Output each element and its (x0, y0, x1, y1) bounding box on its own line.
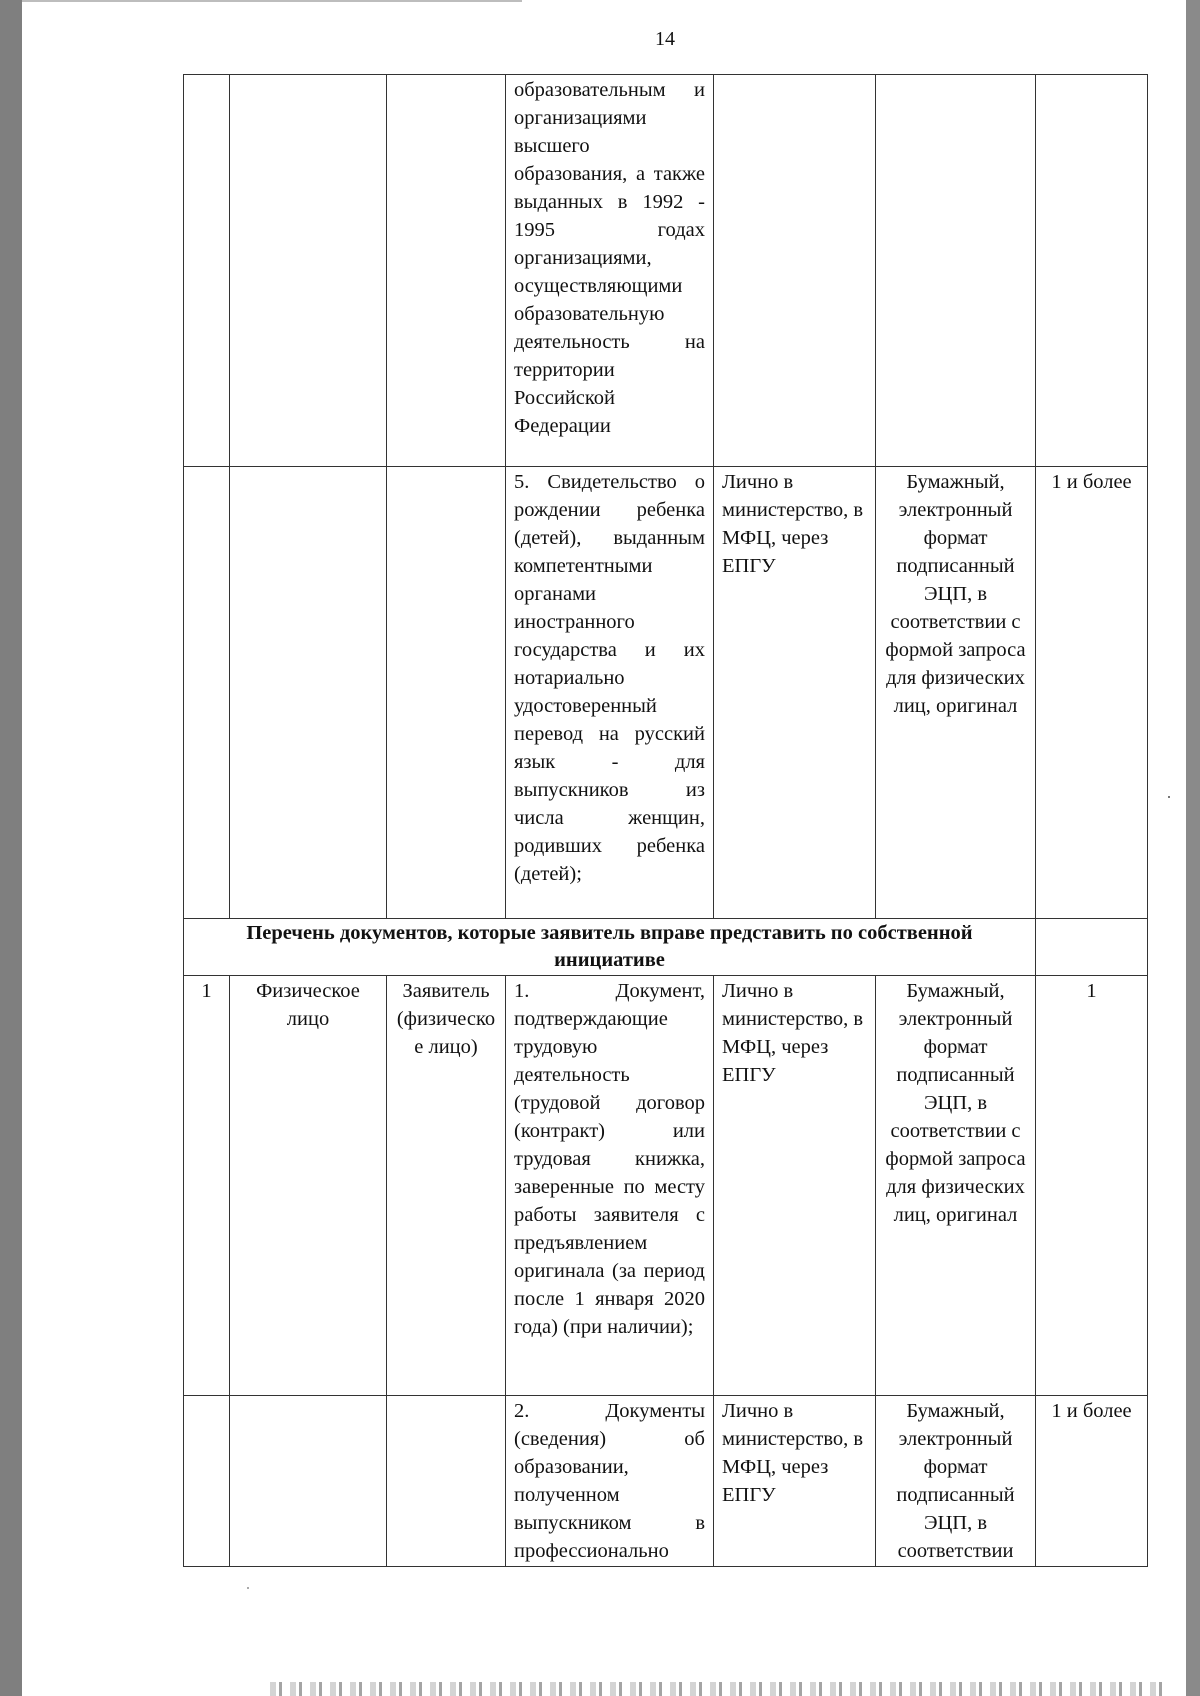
cell-document: образовательным и организациями высшего образования, а также выданных в 1992 - 1995 годах организациями, осуществляющими образовательную деятельность на территории Российской Федерации (506, 75, 714, 467)
cell-count: 1 и более (1036, 1396, 1148, 1567)
scan-speck (1168, 796, 1170, 798)
scan-speck (247, 1587, 249, 1589)
cell-document: 2. Документы (сведения) об образовании, полученном выпускником в профессионально (506, 1396, 714, 1567)
page-number: 14 (655, 28, 675, 50)
section-heading: Перечень документов, которые заявитель вправе представить по собственной инициативе (184, 919, 1036, 976)
cell-count (1036, 75, 1148, 467)
table-row (184, 1396, 1148, 1567)
cell-applicant (387, 75, 506, 467)
cell-submission-way: Лично в министерство, в МФЦ, через ЕПГУ (714, 1396, 876, 1567)
table-row (184, 467, 1148, 919)
cell-applicant (387, 467, 506, 919)
cell-num (184, 1396, 230, 1567)
scan-right-edge (1186, 0, 1200, 1696)
documents-table (183, 74, 1148, 1567)
cell-applicant: Заявитель (физическое лицо) (387, 976, 506, 1396)
cell-num (184, 75, 230, 467)
cell-category (230, 1396, 387, 1567)
table-row (184, 75, 1148, 467)
cell-category (230, 467, 387, 919)
scan-left-edge (0, 0, 22, 1696)
cell-submission-way: Лично в министерство, в МФЦ, через ЕПГУ (714, 467, 876, 919)
cell-format (876, 75, 1036, 467)
cell-num (184, 467, 230, 919)
scan-top-edge (22, 0, 522, 2)
cell-format: Бумажный, электронный формат подписанный ЭЦП, в соответствии (876, 1396, 1036, 1567)
cell-document: 1. Документ, подтверждающие трудовую деятельность (трудовой договор (контракт) или трудовая книжка, заверенные по месту работы заявителя с предъявлением оригинала (за период после 1 января 2020 года) (при наличии); (506, 976, 714, 1396)
cell-num: 1 (184, 976, 230, 1396)
cell-document: 5. Свидетельство о рождении ребенка (детей), выданным компетентными органами иностранного государства и их нотариально удостоверенный перевод на русский язык - для выпускников из числа женщин, родивших ребенка (детей); (506, 467, 714, 919)
cell-count: 1 и более (1036, 467, 1148, 919)
cell-count (1036, 919, 1148, 976)
section-heading-row (184, 919, 1148, 976)
cell-format: Бумажный, электронный формат подписанный ЭЦП, в соответствии с формой запроса для физических лиц, оригинал (876, 467, 1036, 919)
cell-applicant (387, 1396, 506, 1567)
cell-submission-way: Лично в министерство, в МФЦ, через ЕПГУ (714, 976, 876, 1396)
table-row (184, 976, 1148, 1396)
cell-count: 1 (1036, 976, 1148, 1396)
cell-submission-way (714, 75, 876, 467)
cell-category: Физическое лицо (230, 976, 387, 1396)
cell-format: Бумажный, электронный формат подписанный ЭЦП, в соответствии с формой запроса для физических лиц, оригинал (876, 976, 1036, 1396)
scan-bottom-noise (270, 1682, 1170, 1696)
cell-category (230, 75, 387, 467)
